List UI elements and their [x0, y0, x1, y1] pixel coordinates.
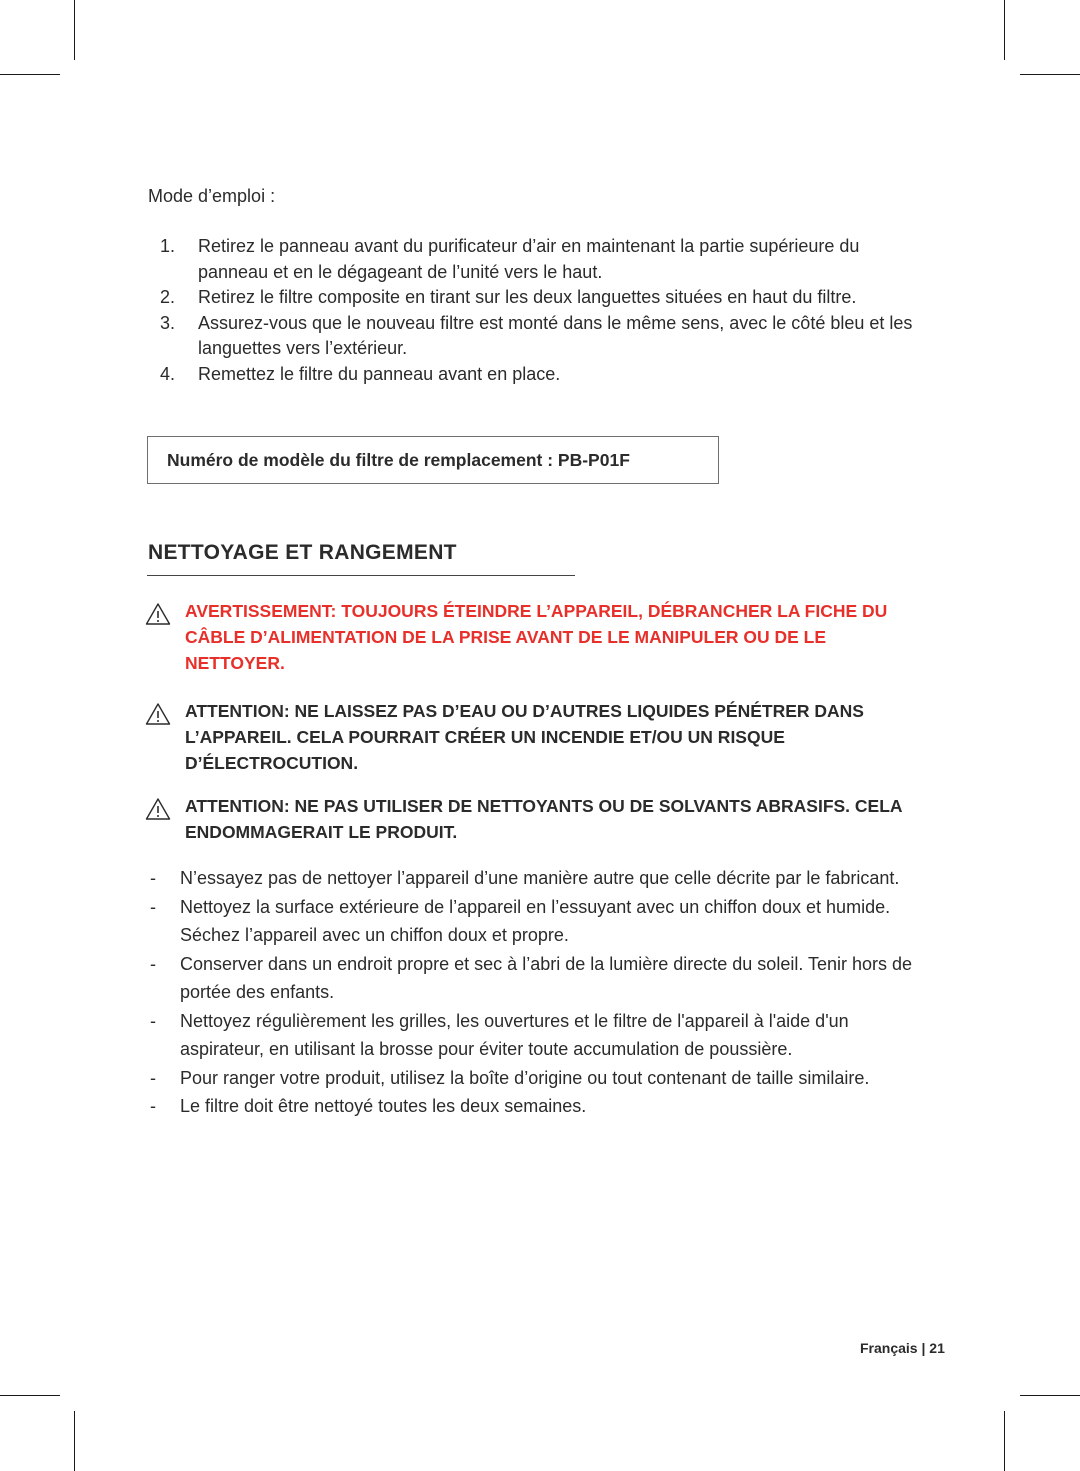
- list-item: [150, 1092, 920, 1121]
- caution-text: ATTENTION: NE LAISSEZ PAS D’EAU OU D’AUTRES LIQUIDES PÉNÉTRER DANS L’APPAREIL. CELA POURRAIT CRÉER UN INCENDIE ET/OU UN RISQUE D’ÉLECTROCUTION.: [185, 701, 864, 773]
- crop-mark: [0, 74, 60, 75]
- warning-triangle-icon: [145, 598, 185, 676]
- step-text: Retirez le panneau avant du purificateur d’air en maintenant la partie supérieure du panneau et en le dégageant de l’unité vers le haut.: [198, 236, 860, 282]
- crop-mark: [1004, 1411, 1005, 1471]
- list-item: [160, 311, 920, 362]
- bullet-text: Nettoyez régulièrement les grilles, les ouvertures et le filtre de l'appareil à l'aide d'un aspirateur, en utilisant la brosse pour éviter toute accumulation de poussière.: [180, 1010, 849, 1059]
- list-item: [160, 285, 920, 311]
- bullet-text: Nettoyez la surface extérieure de l’appareil en l’essuyant avec un chiffon doux et humide. Séchez l’appareil avec un chiffon doux et propre.: [180, 896, 891, 945]
- warning-triangle-icon: [145, 698, 185, 776]
- crop-mark: [74, 0, 75, 60]
- crop-mark: [1020, 74, 1080, 75]
- list-item: [160, 234, 920, 285]
- warning-block: [145, 598, 925, 676]
- page-footer: Français | 21: [860, 1340, 945, 1356]
- list-item: [150, 1064, 920, 1093]
- section-underline: [147, 575, 575, 576]
- model-box-text: Numéro de modèle du filtre de remplacement : PB-P01F: [167, 449, 630, 470]
- crop-mark: [1020, 1395, 1080, 1396]
- bullet-dash: -: [150, 1010, 156, 1031]
- bullet-text: Le filtre doit être nettoyé toutes les deux semaines.: [180, 1096, 587, 1116]
- step-text: Assurez-vous que le nouveau filtre est monté dans le même sens, avec le côté bleu et les languettes vers l’extérieur.: [198, 312, 913, 358]
- warning-text: AVERTISSEMENT: TOUJOURS ÉTEINDRE L’APPAREIL, DÉBRANCHER LA FICHE DU CÂBLE D’ALIMENTATION DE LA PRISE AVANT DE LE MANIPULER OU DE LE NETTOYER.: [185, 601, 888, 673]
- step-number: 3.: [160, 312, 176, 333]
- step-text: Remettez le filtre du panneau avant en place.: [198, 363, 561, 384]
- replacement-filter-model-box: [147, 436, 719, 484]
- caution-block: [145, 698, 925, 776]
- crop-mark: [0, 1395, 60, 1396]
- crop-mark: [74, 1411, 75, 1471]
- step-number: 4.: [160, 363, 176, 384]
- warning-triangle-icon: [145, 793, 185, 845]
- list-item: [150, 864, 920, 893]
- section-title: NETTOYAGE ET RANGEMENT: [148, 541, 457, 564]
- list-item: [150, 893, 920, 950]
- bullet-dash: -: [150, 953, 156, 974]
- caution-text: ATTENTION: NE PAS UTILISER DE NETTOYANTS OU DE SOLVANTS ABRASIFS. CELA ENDOMMAGERAIT LE PRODUIT.: [185, 796, 902, 842]
- crop-mark: [1004, 0, 1005, 60]
- bullet-text: N’essayez pas de nettoyer l’appareil d’une manière autre que celle décrite par le fabricant.: [180, 868, 900, 888]
- list-item: [160, 362, 920, 388]
- bullet-dash: -: [150, 868, 156, 888]
- bullet-text: Pour ranger votre produit, utilisez la boîte d’origine ou tout contenant de taille similaire.: [180, 1067, 870, 1088]
- list-item: [150, 1007, 920, 1064]
- mode-title: Mode d’emploi :: [148, 186, 276, 206]
- step-number: 1.: [160, 236, 176, 256]
- cleaning-list: [150, 864, 920, 1121]
- bullet-text: Conserver dans un endroit propre et sec à l’abri de la lumière directe du soleil. Tenir hors de portée des enfants.: [180, 953, 913, 1002]
- step-number: 2.: [160, 287, 176, 307]
- bullet-dash: -: [150, 1067, 156, 1088]
- bullet-dash: -: [150, 1096, 156, 1116]
- caution-block: [145, 793, 925, 845]
- steps-list: [160, 234, 920, 387]
- step-text: Retirez le filtre composite en tirant sur les deux languettes situées en haut du filtre.: [198, 287, 857, 307]
- bullet-dash: -: [150, 896, 156, 917]
- list-item: [150, 950, 920, 1007]
